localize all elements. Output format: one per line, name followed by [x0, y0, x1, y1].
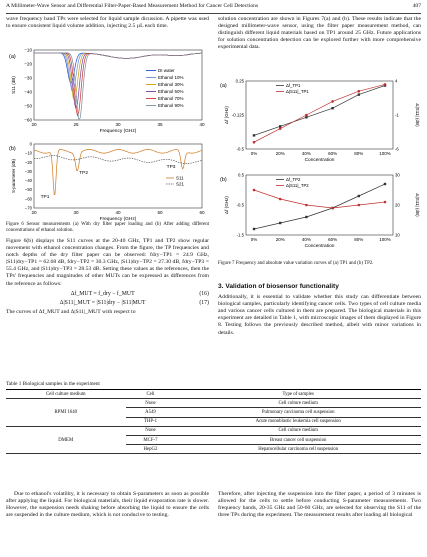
table-cell-medium: RPMI 1640	[6, 399, 126, 427]
y-tick-label: −40	[24, 178, 32, 184]
table-cell: Cell culture medium	[175, 399, 421, 408]
x-tick-label: 0%	[250, 237, 258, 242]
x-tick-label: 30	[115, 122, 121, 127]
panel-label: (b)	[9, 146, 16, 152]
annotation-label: TP1	[40, 195, 50, 200]
x-tick-label: 40	[199, 122, 205, 127]
legend-entry: Ethanol 30%	[158, 82, 184, 87]
section-3-heading: 3. Validation of biosensor functionality	[218, 283, 339, 290]
x-tick-label: 20	[31, 210, 37, 215]
x-tick-label: 40%	[301, 237, 311, 242]
y-tick-label: 0.5	[238, 172, 244, 178]
y2-tick-label: 4	[395, 78, 398, 84]
y-tick-label: −30	[24, 168, 32, 174]
x-tick-label: 80%	[354, 151, 364, 156]
table-cell: Pulmonary carcinoma cell suspension	[175, 408, 421, 417]
x-tick-label: 30	[73, 210, 79, 215]
x-tick-label: 100%	[379, 237, 391, 242]
table-header-row	[6, 390, 421, 399]
table-cell: None	[126, 426, 176, 435]
y2-tick-label: 30	[395, 172, 400, 178]
page-number: 407	[412, 3, 421, 9]
x-axis-label: Frequency (GHz)	[99, 217, 137, 222]
y-axis-label: Δf (GHz)	[224, 196, 229, 214]
y-tick-label: −70	[24, 205, 32, 211]
figure-6-caption: Figure 6 Sensor measurements (a) With dry filter paper loading and (b) After adding different concentrations of ethanol solution.	[6, 222, 209, 233]
right-paragraph-2: Additionally, it is essential to validate whether this study can differentiate between biological samples, particularly identifying cancer cells. Two types of cell culture media and various cancer cells cultured in them are prepared. The biological materials in this experiment are detailed in Table 1, with microscopic images of them displayed in Figure 8. Testing follows the previously described method, albeit with minor variations in details.	[218, 294, 421, 336]
table-cell: THP-1	[126, 417, 176, 426]
figure-7	[218, 75, 421, 259]
running-title: A Millimeter-Wave Sensor and Differential Filter-Paper-Based Measurement Method for Cancer Cell Detections	[6, 3, 259, 9]
x-tick-label: 100%	[379, 151, 391, 156]
x-axis-label: Frequency (GHz)	[99, 129, 137, 134]
x-tick-label: 60	[199, 210, 205, 215]
table-header-cell: Type of samples	[175, 390, 421, 399]
x-tick-label: 25	[73, 122, 79, 127]
legend-entry: Ethanol 10%	[158, 75, 184, 80]
x-tick-label: 40	[115, 210, 121, 215]
table-cell: Acute monoblastic leukemia cell suspension	[175, 417, 421, 426]
table-header-cell: Cell	[126, 390, 176, 399]
equation-17	[6, 300, 209, 307]
series-line	[34, 156, 202, 164]
equation-16-number: (16)	[199, 290, 209, 297]
y-tick-label: −20	[24, 159, 32, 165]
table-row	[6, 426, 421, 435]
x-axis-label: Concentration	[304, 244, 335, 249]
bottom-left-paragraph: Due to ethanol's volatility, it is necessary to obtain S-parameters as soon as possible after applying the liquid. For biological materials, their liquid evaporation rate is slower. However, the suspension needs shaking before absorbing the liquid to ensure the cells are suspended in the culture medium, which is not conducive to testing.	[6, 491, 209, 519]
legend-entry: Δ|S11|_TP2	[286, 183, 309, 188]
y-tick-label: −50	[24, 103, 32, 109]
table-cell: HepG2	[126, 445, 176, 454]
y2-tick-label: 10	[395, 232, 400, 238]
series-line	[254, 84, 385, 142]
table-1-grid	[6, 389, 421, 454]
y-tick-label: −60	[24, 117, 32, 123]
y-tick-label: −20	[24, 61, 32, 67]
x-tick-label: 80%	[354, 237, 364, 242]
table-cell: Cell culture medium	[175, 426, 421, 435]
y2-tick-label: 20	[395, 202, 400, 208]
legend-entry: DI water	[158, 68, 175, 73]
bottom-right-paragraph: Therefore, after injecting the suspension into the filter paper, a period of 3 minutes is allowed for the cells to settle before conducting S-parameter measurements. Two frequency bands, 20-35 GHz and 50-60 GHz, are selected for observing the S11 of the three TPs during the experiment. The measurement results after loading all biological	[218, 491, 421, 519]
right-paragraph-1: solution concentration are shown in Figures 7(a) and (b). These results indicate that the designed millimeter-wave sensor, using the filter paper measurement method, can distinguish different liquid materials based on TP1 around 25 GHz. Future applications for solution concentration detection can be explored further with more comprehensive experimental data.	[218, 16, 421, 51]
table-cell-medium: DMEM	[6, 426, 126, 454]
y-tick-label: −10	[24, 150, 32, 156]
y2-tick-label: -6	[395, 146, 399, 152]
y-tick-label: −60	[24, 196, 32, 202]
y-tick-label: −30	[24, 75, 32, 81]
legend-entry: Ethanol 70%	[158, 96, 184, 101]
legend-entry: Δf_TP2	[286, 177, 301, 182]
x-tick-label: 20%	[275, 237, 285, 242]
table-1	[6, 381, 421, 454]
y2-axis-label: Δ|S11| (dB)	[415, 193, 420, 217]
table-cell: MCF-7	[126, 435, 176, 444]
y-tick-label: -0.5	[236, 146, 244, 152]
x-tick-label: 60%	[328, 151, 338, 156]
panel-label: (a)	[9, 54, 16, 60]
y-tick-label: 0.25	[235, 78, 244, 84]
table-1-caption: Table 1 Biological samples in the experiment	[6, 381, 100, 387]
legend-entry: Ethanol 90%	[158, 103, 184, 108]
y-tick-label: −50	[24, 187, 32, 193]
y-tick-label: −10	[24, 47, 32, 53]
panel-label: (a)	[220, 83, 227, 89]
table-cell: None	[126, 399, 176, 408]
x-tick-label: 20%	[275, 151, 285, 156]
right-column-body	[218, 279, 421, 340]
table-row	[6, 399, 421, 408]
x-tick-label: 40%	[301, 151, 311, 156]
left-paragraph-1: wave frequency band TPs were selected for liquid sample dicussion. A pipette was used to ensure consistent liquid volume addition, injecting 2.5 µL each time.	[6, 16, 209, 30]
legend-entry: Ethanol 50%	[158, 89, 184, 94]
legend-entry: Δ|S11|_TP1	[286, 89, 309, 94]
equation-16	[6, 291, 209, 298]
x-tick-label: 0%	[250, 151, 258, 156]
annotation-label: TP3	[166, 165, 176, 170]
y2-axis-label: Δ|S11| (dB)	[415, 103, 420, 127]
y-tick-label: -0.5	[236, 202, 244, 208]
legend-entry: S11	[176, 175, 184, 181]
table-cell: Breast cancer cell suspension	[175, 435, 421, 444]
x-tick-label: 20	[31, 122, 37, 127]
y-axis-label: S-parameter (dB)	[11, 159, 16, 193]
y2-tick-label: -1	[395, 112, 399, 118]
left-paragraph-2: Figure 6(b) displays the S11 curves at the 20-40 GHz, TP1 and TP2 show regular movement with ethanol concentration changes. From the figure, the TP frequencies and notch depths of the dry filter paper can be observed: fdry−TP1 = 24.9 GHz, |S11|dry−TP1 = 62.68 dB, fdry−TP2 = 30.3 GHz, |S11|dry−TP2 = 27.30 dB, fdry−TP3 = 55.4 GHz, and |S11|dry−TP3 = 28.53 dB. Setting these values as the references, then the TPs' frequencies and magnitudes of other MUTs can be expressed as differences from the reference as follows:	[6, 238, 209, 287]
legend-entry: S21	[176, 181, 185, 187]
x-tick-label: 35	[157, 122, 163, 127]
series-line	[254, 86, 385, 136]
y-tick-label: −40	[24, 89, 32, 95]
left-column-top	[6, 16, 209, 33]
left-column-body	[6, 238, 209, 319]
equation-16-text: Δf_MUT = f_dry − f_MUT	[70, 290, 135, 297]
x-axis-label: Concentration	[304, 158, 335, 163]
left-paragraph-3: The curves of Δf_MUT and Δ|S11|_MUT with respect to	[6, 308, 136, 315]
running-header	[6, 3, 421, 14]
figure-6	[6, 44, 209, 222]
plot-frame	[246, 81, 393, 149]
figure-7-caption: Figure 7 Frequency and absolute value variation curves of (a) TP1 and (b) TP2.	[218, 261, 374, 266]
x-tick-label: 60%	[328, 237, 338, 242]
panel-label: (b)	[220, 177, 227, 183]
x-tick-label: 50	[157, 210, 163, 215]
table-cell: Hepatocellular carcinoma cell suspension	[175, 445, 421, 454]
y-axis-label: S11 (dB)	[11, 76, 16, 94]
equation-17-text: Δ|S11|_MUT = |S11|dry − |S11|MUT	[59, 299, 146, 306]
y-tick-label: 0	[29, 141, 32, 147]
y-tick-label: -0.125	[231, 112, 244, 118]
table-cell: A549	[126, 408, 176, 417]
legend-entry: Δf_TP1	[286, 83, 301, 88]
y-tick-label: -1.5	[236, 232, 244, 238]
table-header-cell: Cell culture medium	[6, 390, 126, 399]
annotation-label: TP2	[79, 171, 89, 176]
y-axis-label: Δf (GHz)	[224, 106, 229, 124]
equation-17-number: (17)	[199, 299, 209, 306]
